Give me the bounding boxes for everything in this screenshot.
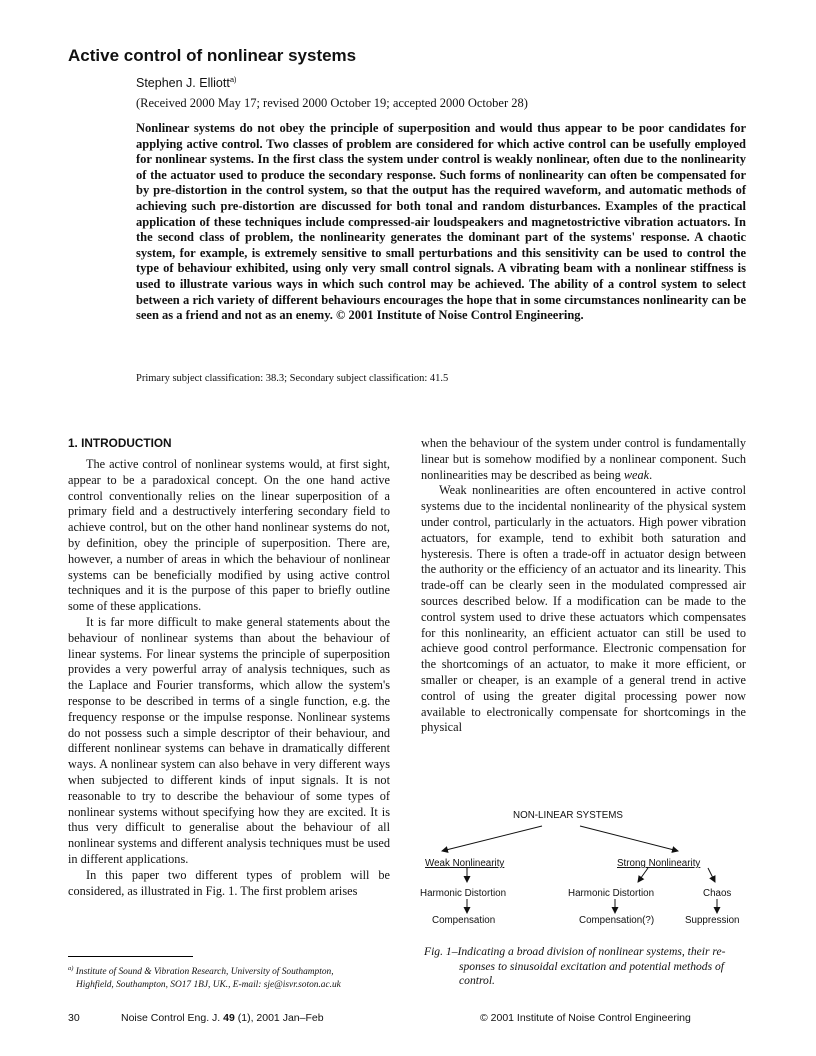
diagram-strong-nonlinearity: Strong Nonlinearity: [617, 858, 701, 869]
paragraph-end: .: [649, 467, 653, 482]
author-affiliation-mark: a): [229, 75, 237, 84]
received-dates: (Received 2000 May 17; revised 2000 October 19; accepted 2000 October 28): [136, 96, 528, 110]
section-heading: 1. INTRODUCTION: [68, 436, 172, 450]
figure-1-diagram: [412, 805, 758, 935]
paragraph: It is far more difficult to make general statements about the behaviour of nonlinear systems than about the behaviour of linear systems. For linear systems the principle of superposition provides a very powerful array of analysis techniques, such as the Laplace and Fourier transforms, which allow the system's response to be described in terms of a single function, e.g. the frequency response or the impulse response. Nonlinear systems do not possess such a simple descriptor of their behaviour, and different nonlinear systems can behave in dramatically different ways. A nonlinear system can also behave in very different ways when subjected to different kinds of input signals. It is not reasonable to try to describe the behaviour of some types of nonlinear systems without specifying how they are excited. It is thus very difficult to generalise about the behaviour of all nonlinear systems and different analysis techniques must be used in different applications.: [68, 614, 390, 866]
figure-caption: [424, 945, 746, 989]
abstract: Nonlinear systems do not obey the principle of superposition and would thus appear to be poor candidates for applying active control. Two classes of problem are considered for which active control can be usefully employed for nonlinear systems. In the first class the system under control is weakly nonlinear, often due to the nonlinearity of the actuator used to produce the secondary response. Such forms of nonlinearity can often be compensated for by pre-distortion in the control system, so that the output has the required waveform, and automatic methods of achieving such pre-distortion are discussed for both tonal and random disturbances. Examples of the practical application of these techniques include compressed-air loudspeakers and magnetostrictive vibration actuators. In the second class of problem, the nonlinearity generates the dominant part of the systems' response. A chaotic system, for example, is extremely sensitive to small perturbations and this sensitivity can be used to control the type of behaviour exhibited, using only very small control signals. A vibrating beam with a nonlinear stiffness is used to illustrate various ways in which such control may be achieved. The ability of a control system to select between a rich variety of different behaviours encourages the hope that in some circumstances nonlinearity can be seen as a friend and not as an enemy. © 2001 Institute of Noise Control Engineering.: [136, 121, 746, 323]
paper-title: Active control of nonlinear systems: [68, 46, 357, 65]
paragraph: Weak nonlinearities are often encountered in active control systems due to the incidental nonlinearity of the physical system under control, particularly in the actuators. High power vibration actuators, for example, tend to exhibit both saturation and hysteresis. There is often a trade-off in actuator design between the authority or the efficiency of an actuator and its linearity. This trade-off can be clearly seen in the modulated compressed air sources described below. If a modification can be made to the control system used to drive these actuators which compensates for this nonlinearity, an efficient actuator can still be used to achieve good control performance. Electronic compensation for the shortcomings of an actuator, to make it more efficient, or smaller or cheaper, is an example of a general trend in active control of using the greater digital processing power now available to electronically compensate for shortcomings in the physical: [421, 483, 746, 735]
paragraph: In this paper two different types of problem will be considered, as illustrated in Fig. 1. The first problem arises: [68, 867, 390, 898]
arrow-to-strong: [580, 826, 678, 851]
emphasis-weak: weak: [623, 467, 650, 482]
footer-volume: 49: [223, 1012, 235, 1024]
diagram-weak-method: Compensation: [432, 915, 496, 926]
paragraph: [421, 436, 746, 483]
diagram-weak-nonlinearity: Weak Nonlinearity: [425, 858, 505, 869]
paragraph: The active control of nonlinear systems would, at first sight, appear to be a paradoxical concept. On the one hand active control conventionally relies on the linear superposition of a primary field and a destructively interfering secondary field to achieve control, but on the other hand nonlinear systems do not, by definition, obey the principle of superposition. There are, however, a number of areas in which the behaviour of nonlinear systems can be beneficially modified by using active control techniques and it is the purpose of this paper to briefly outline some of these applications.: [68, 457, 390, 614]
footnote-line1: Institute of Sound & Vibration Research, University of Southampton,: [75, 967, 334, 978]
author-name: Stephen J. Elliott: [136, 76, 230, 91]
arrow-strong-effect2: [708, 868, 715, 882]
right-column: [421, 436, 746, 736]
caption-rest: sponses to sinusoidal excitation and potential methods of control.: [459, 959, 725, 987]
footer-issue: (1), 2001 Jan–Feb: [234, 1012, 324, 1024]
footnote-divider: [68, 956, 193, 957]
diagram-root: NON-LINEAR SYSTEMS: [513, 810, 623, 821]
author-line: [136, 75, 236, 90]
paragraph-text: when the behaviour of the system under control is fundamentally linear but is somehow modified by a nonlinear component. Such nonlinearities may be described as being: [421, 436, 746, 482]
diagram-weak-effect: Harmonic Distortion: [420, 888, 507, 899]
footnote-mark: a): [68, 965, 74, 972]
footer-journal-name: Noise Control Eng. J.: [121, 1012, 224, 1024]
subject-classification: Primary subject classification: 38.3; Secondary subject classification: 41.5: [136, 373, 449, 384]
caption-line1: Fig. 1–Indicating a broad division of nonlinear systems, their re-: [424, 945, 726, 958]
arrow-strong-effect1: [638, 868, 648, 882]
footnote: [68, 962, 398, 992]
diagram-strong-method2: Suppression: [685, 915, 740, 926]
arrow-to-weak: [442, 826, 542, 851]
diagram-strong-effect1: Harmonic Distortion: [568, 888, 655, 899]
diagram-strong-method1: Compensation(?): [579, 915, 655, 926]
footer-copyright: © 2001 Institute of Noise Control Engineering: [480, 1012, 691, 1024]
footer-page-number: 30: [68, 1012, 80, 1024]
diagram-strong-effect2: Chaos: [703, 888, 732, 899]
left-column: [68, 436, 390, 899]
footnote-line2: Highfield, Southampton, SO17 1BJ, UK., E-mail: sje@isvr.soton.ac.uk: [76, 980, 341, 991]
footer-journal: [121, 1012, 324, 1024]
